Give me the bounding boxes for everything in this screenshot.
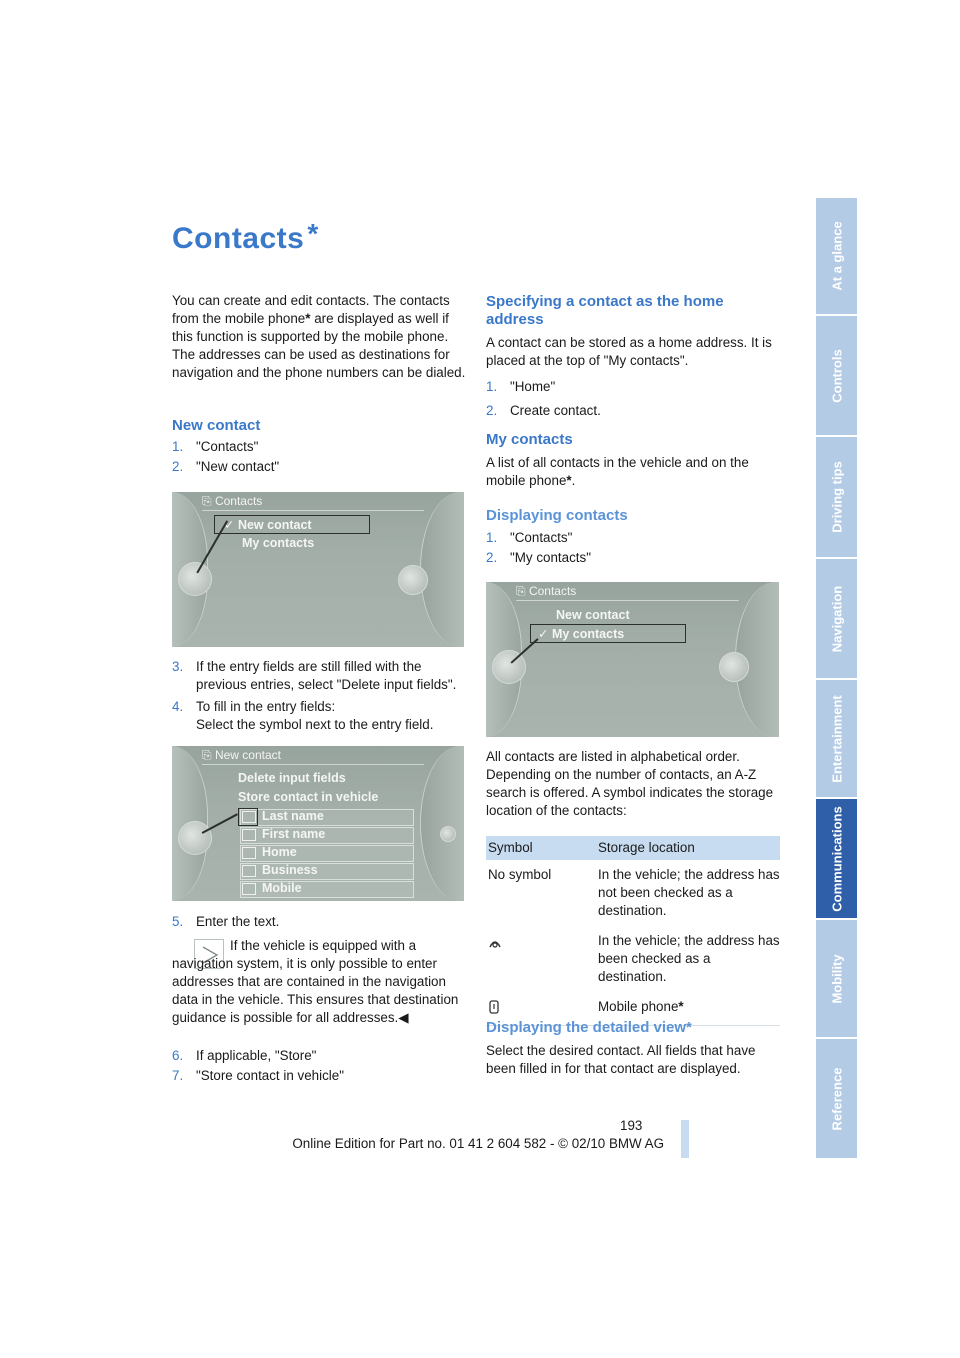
note-text: If the vehicle is equipped with a navigation system, it is only possible to enter addresses that are contained in the navigation data in the vehicle. This ensures that destination guidance is possible for all addresses.◀ <box>172 938 459 1025</box>
table-cell-symbol <box>486 926 596 992</box>
home-step-1: 1. "Home" <box>486 379 556 394</box>
menu-item-store-contact: Store contact in vehicle <box>238 790 379 804</box>
home-address-heading: Specifying a contact as the home address <box>486 293 724 328</box>
edit-field-icon <box>242 829 256 841</box>
controller-knob-icon <box>492 650 526 684</box>
step-4: 4. To fill in the entry fields: Select the symbol next to the entry field. <box>172 699 434 732</box>
idrive-screen-contacts-new <box>172 492 464 647</box>
my-contacts-heading: My contacts <box>486 431 573 448</box>
idrive-screen-new-contact <box>172 746 464 901</box>
edit-field-icon <box>242 883 256 895</box>
left-column <box>172 292 466 382</box>
field-home: Home <box>262 845 297 859</box>
table-header-row <box>486 836 780 860</box>
field-business: Business <box>262 863 318 877</box>
option-asterisk: * <box>305 311 311 326</box>
table-cell-symbol: No symbol <box>488 867 552 882</box>
step-1: 1. "Contacts" <box>172 439 259 454</box>
step-3: 3. If the entry fields are still filled with the previous entries, select "Delete input fields". <box>172 659 457 692</box>
home-address-text: A contact can be stored as a home address. It is placed at the top of "My contacts". 1. "Home" 2. Create contact. <box>486 334 780 420</box>
nav-tab-navigation[interactable]: Navigation <box>816 559 857 679</box>
menu-item-my-contacts: ✓ My contacts <box>538 627 625 641</box>
nav-tab-driving-tips[interactable]: Driving tips <box>816 437 857 558</box>
table-cell-location: In the vehicle; the address has not been checked as a destination. <box>598 867 780 918</box>
screen-header: ⎘ New contact <box>202 748 281 762</box>
detailed-view-text: Select the desired contact. All fields that have been filled in for that contact are displayed. <box>486 1043 756 1076</box>
nav-tab-controls[interactable]: Controls <box>816 316 857 436</box>
table-row <box>486 926 780 992</box>
nav-tab-reference[interactable]: Reference <box>816 1039 857 1159</box>
footer-edition-text: Online Edition for Part no. 01 41 2 604 582 - © 02/10 BMW AG <box>292 1136 664 1151</box>
steps-new-contact <box>172 438 466 476</box>
intro-paragraph: You can create and edit contacts. The contacts from the mobile phone* are displayed as well if this function is supported by the mobile phone. The addresses can be used as destinations for navigation and the phone numbers can be dialed. <box>172 293 466 380</box>
display-step-2: 2. "My contacts" <box>486 550 591 565</box>
storage-location-table <box>486 836 780 1026</box>
idrive-screen-contacts-my <box>486 582 779 737</box>
new-contact-heading: New contact <box>172 417 261 434</box>
screen-header: ⎘ Contacts <box>202 494 263 508</box>
page-number: 193 <box>620 1118 643 1133</box>
steps-store <box>172 1047 466 1085</box>
steps-displaying <box>486 529 780 567</box>
step-6: 6. If applicable, "Store" <box>172 1048 317 1063</box>
display-step-1: 1. "Contacts" <box>486 530 573 545</box>
footer-accent-bar <box>681 1120 689 1158</box>
menu-item-new-contact: New contact <box>556 608 630 622</box>
controller-knob-icon <box>398 565 428 595</box>
menu-item-new-contact: ✓ New contact <box>224 518 312 532</box>
checked-address-icon <box>488 936 502 950</box>
end-marker-icon: ◀ <box>398 1010 409 1025</box>
option-asterisk: * <box>678 999 684 1014</box>
table-header-symbol: Symbol <box>486 836 596 860</box>
nav-tab-at-a-glance[interactable]: At a glance <box>816 198 857 315</box>
my-contacts-text: A list of all contacts in the vehicle and on the mobile phone*. <box>486 455 749 488</box>
screen-header: ⎘ Contacts <box>516 584 577 598</box>
field-first-name: First name <box>262 827 326 841</box>
step-2: 2. "New contact" <box>172 459 280 474</box>
edit-field-icon <box>242 865 256 877</box>
home-step-2: 2. Create contact. <box>486 403 601 418</box>
nav-tab-entertainment[interactable]: Entertainment <box>816 680 857 798</box>
highlight-box <box>238 808 258 826</box>
edit-field-icon <box>242 847 256 859</box>
detailed-view-heading: Displaying the detailed view* <box>486 1019 692 1036</box>
controller-knob-icon <box>719 652 749 682</box>
title-asterisk: * <box>307 218 319 249</box>
highlight-box <box>214 515 370 534</box>
plus-knob-icon <box>440 826 456 842</box>
controller-knob-icon <box>178 562 212 596</box>
nav-tab-mobility[interactable]: Mobility <box>816 920 857 1038</box>
controller-knob-icon <box>178 821 212 855</box>
menu-item-my-contacts: My contacts <box>242 536 315 550</box>
list-text: All contacts are listed in alphabetical order. Depending on the number of contacts, an A-Z search is offered. A symbol indicates the storage location of the contacts: <box>486 749 774 818</box>
table-cell-location: In the vehicle; the address has been checked as a destination. <box>598 933 780 984</box>
table-row <box>486 860 780 926</box>
table-header-location: Storage location <box>596 836 780 860</box>
option-asterisk: * <box>566 473 572 488</box>
step-7: 7. "Store contact in vehicle" <box>172 1068 344 1083</box>
menu-item-delete-input-fields: Delete input fields <box>238 771 346 785</box>
highlight-box <box>530 624 686 643</box>
mobile-phone-icon <box>488 1000 500 1014</box>
field-mobile: Mobile <box>262 881 302 895</box>
steps-entry-fields <box>172 658 466 734</box>
nav-tab-communications[interactable]: Communications <box>816 799 857 919</box>
field-last-name: Last name <box>262 809 324 823</box>
table-cell-location: Mobile phone* <box>596 992 780 1026</box>
step-5: 5. Enter the text. <box>172 914 280 929</box>
displaying-contacts-heading: Displaying contacts <box>486 507 628 524</box>
page-title: Contacts * <box>172 218 319 255</box>
